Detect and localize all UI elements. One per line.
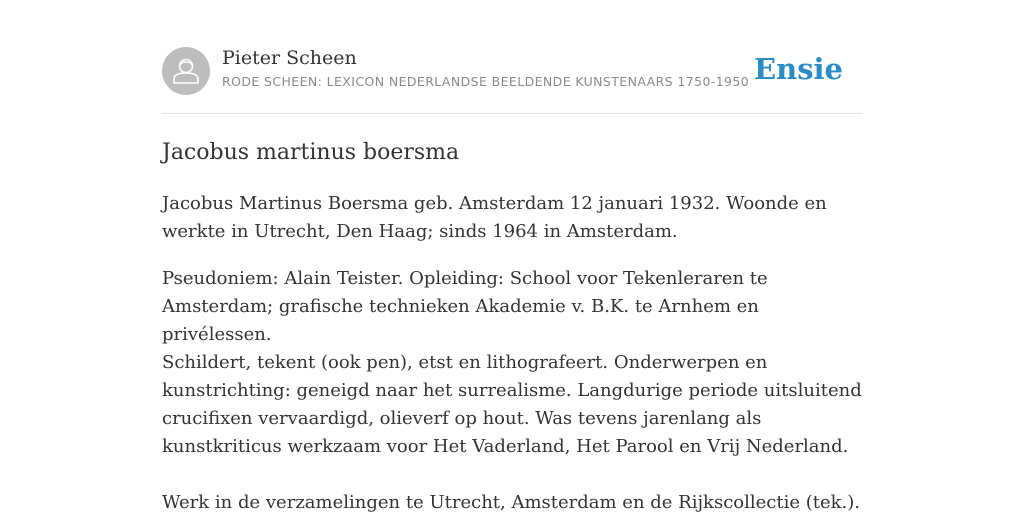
article-title: Jacobus martinus boersma [162, 140, 460, 165]
article-paragraph: Jacobus Martinus Boersma geb. Amsterdam 12 januari 1932. Woonde en werkte in Utrecht, Den Haag; sinds 1964 in Amsterdam. [162, 193, 827, 242]
article-header [162, 46, 862, 96]
article-paragraph: Werk in de verzamelingen te Utrecht, Amsterdam en de Rijkscollectie (tek.). [162, 492, 861, 513]
author-avatar[interactable] [162, 47, 210, 95]
user-placeholder-icon [162, 47, 210, 95]
article-paragraph: Schildert, tekent (ook pen), etst en lithografeert. Onderwerpen en kunstrichting: geneigd naar het surrealisme. Langdurige periode uitsluitend crucifixen vervaardigd, olieverf op hout. Was tevens jarenlang als kunstkriticus werkzaam voor Het Vaderland, Het Parool en Vrij Nederland. [162, 352, 862, 457]
article-paragraph: Pseudoniem: Alain Teister. Opleiding: School voor Tekenleraren te Amsterdam; grafische technieken Akademie v. B.K. te Arnhem en privélessen. [162, 268, 768, 345]
author-name[interactable]: Pieter Scheen [222, 47, 357, 69]
ensie-logo[interactable]: Ensie [754, 52, 843, 86]
header-divider [162, 113, 862, 114]
source-title[interactable]: RODE SCHEEN: LEXICON NEDERLANDSE BEELDENDE KUNSTENAARS 1750-1950 [222, 74, 750, 89]
